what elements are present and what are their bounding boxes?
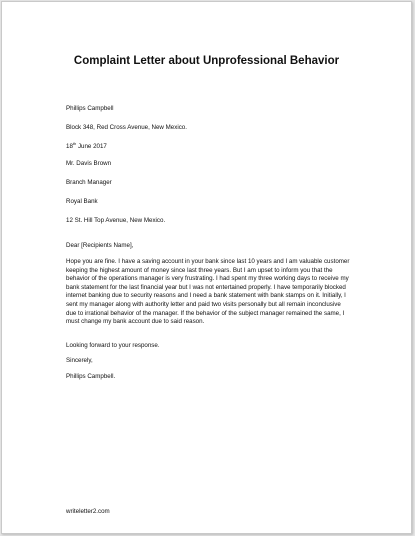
recipient-block [66, 160, 386, 236]
letter-date [66, 140, 386, 152]
body-line: bank statement for the last financial year but I was not entertained properly. I have temporarily blocked [66, 283, 346, 291]
body-paragraph [66, 258, 392, 327]
footer-website: writeletter2.com [66, 508, 110, 515]
date-day: 18 [66, 142, 73, 150]
sender-block [66, 105, 386, 162]
letter-page [1, 1, 412, 534]
recipient-company: Royal Bank [66, 197, 98, 205]
body-line: Hope you are fine. I have a saving account in your bank since last 10 years and I am valuable customer [66, 258, 350, 265]
letter-title: Complaint Letter about Unprofessional Behavior [73, 55, 340, 67]
body-line: must change my bank account due to said reason. [66, 318, 205, 326]
body-line: behavior of the operations manager is very frustrating. I had spent my three working days to receive my [66, 275, 349, 283]
date-rest: June 2017 [76, 142, 107, 150]
body-line: due to irrational behavior of the manager. If the behavior of the subject manager remained the same, I [66, 309, 345, 317]
sender-name: Phillips Campbell [66, 105, 114, 112]
salutation: Dear [Recipients Name], [66, 242, 134, 249]
body-line: keeping the highest amount of money since last three years. But I am upset to inform you that the [66, 266, 333, 274]
sender-address: Block 348, Red Cross Avenue, New Mexico. [66, 123, 187, 131]
closing-line: Looking forward to your response. [66, 342, 160, 349]
body-line: internet banking due to security reasons and I need a bank statement with bank stamps on it. Initially, I [66, 292, 346, 300]
recipient-address: 12 St. Hill Top Avenue, New Mexico. [66, 216, 166, 224]
signoff: Sincerely, [66, 357, 93, 364]
recipient-position: Branch Manager [66, 178, 112, 186]
body-line: sent my manager along with authority letter and paid two visits personally but all remain inconclusive [66, 300, 341, 308]
signature-name: Phillips Campbell. [66, 373, 116, 380]
recipient-name: Mr. Davis Brown [66, 160, 112, 167]
date-suffix: th [72, 140, 77, 146]
